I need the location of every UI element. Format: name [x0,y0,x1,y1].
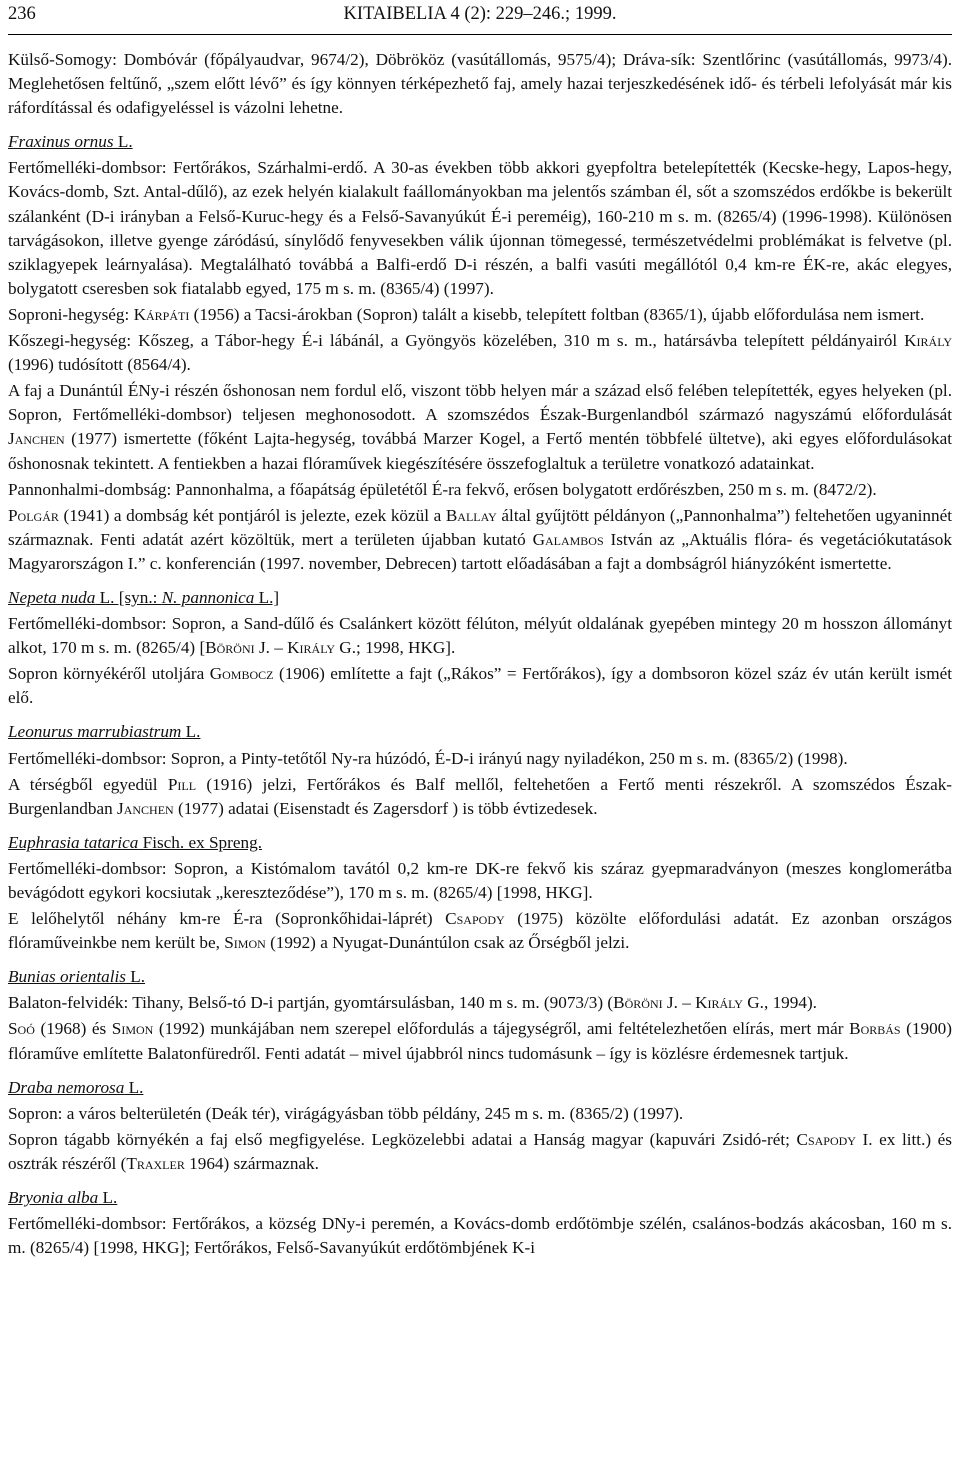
author-name: Ballay [445,505,497,525]
page [8,0,952,1262]
paragraph [8,329,952,377]
paragraph [8,303,952,327]
text-run: L. [syn.: [95,587,162,607]
text-run: (1900) flóraműve említette Balatonfüredről. Fenti adatát – mivel újabbról nincs tudomásunk – így is közlésre érdemesnek tartjuk. [8,1019,952,1063]
species-heading [8,720,952,744]
species-heading [8,965,952,989]
author-name: Borbás [849,1019,901,1039]
author-name: Janchen [117,798,174,818]
author-name: Janchen [8,429,65,449]
text-run: L. [125,967,146,987]
species-heading [8,831,952,855]
text-run: (1916) jelzi, Fertőrákos és Balf mellől, feltehetően a Fertő menti részekről. A szomszédos Észak-Burgenlandban [8,774,953,818]
paragraph [8,747,952,771]
article-body [8,35,952,1260]
text-run: (1956) a Tacsi-árokban (Sopron) talált a kisebb, telepített foltban (8365/1), újabb előfordulása nem ismert. [189,304,925,324]
text-run: Soproni-hegység: [8,304,134,324]
text-run: (1968) és [34,1019,112,1039]
text-run: Pannonhalmi-dombság: Pannonhalma, a főapátság épületétől É-ra fekvő, erősen bolygatott erdőrészben, 250 m s. m. (8472/2). [8,479,877,499]
paragraph [8,478,952,502]
paragraph [8,1212,952,1260]
text-run: J. – [254,638,288,658]
species-heading [8,586,952,610]
paragraph [8,379,952,475]
text-run: E lelőhelytől néhány km-re É-ra (Sopronkőhidai-láprét) [8,909,446,929]
text-run: Külső-Somogy: Dombóvár (főpályaudvar, 9674/2), Döbrököz (vasútállomás, 9575/4); Dráva-sík: Szentlőrinc (vasútállomás, 9973/4). Meglehetősen feltűnő, „szem előtt lévő” és így könnyen térképezhető faj, amely hazai terjeszkedésének idő- és térbeli lefolyását már kis ráfordítással és odafigyeléssel is vázolni lehetne. [8,50,952,118]
paragraph [8,612,952,660]
paragraph [8,662,952,710]
paragraph [8,991,952,1015]
author-name: Soó [8,1019,35,1039]
text-run: Fertőmelléki-dombsor: Fertőrákos, Szárhalmi-erdő. A 30-as években több akkori gyepfoltra betelepítették (Kecske-hegy, Lapos-hegy, Kovács-domb, Szt. Antal-dűlő), az ezek helyén kialakult faállományokban ma jelentős számban él, sőt a szomszédos erdőkbe is bekerült szálanként (D-i irányban a Felső-Kuruc-hegy és a Felső-Savanyúkút É-i pereméig), 160-210 m s. m. (8265/4) (1996-1998). Különösen tarvágásokon, illetve gyenge záródású, sínylődő fenyvesekben válik újonnan tömegessé, természetvédelmi problémákat is felvetve (pl. sziklagyepek leárnyalása). Megtalálható továbbá a Balfi-erdő D-i részén, a balfi vasúti megállótól 0,4 km-re ÉK-re, akác elegyes, bolygatott cseresben sok fiatalabb egyed, 175 m s. m. (8365/4) (1997). [8,158,952,298]
text-run: Sopron: a város belterületén (Deák tér), virágágyásban több példány, 245 m s. m. (8365/2) (1997). [8,1103,684,1123]
text-run: L. [113,132,133,152]
latin-name: Bunias orientalis [8,967,126,987]
latin-name: Leonurus marrubiastrum [8,722,182,742]
text-run: I. ex litt.) és osztrák részéről ( [8,1129,952,1173]
paragraph [8,504,952,576]
text-run: A faj a Dunántúl ÉNy-i részén őshonosan nem fordul elő, viszont több helyen már a század első felében telepítették, egyes helyeken (pl. Sopron, Fertőmelléki-dombsor) teljesen meghonosodott. A szomszédos Észak-Burgenlandból származó nagyszámú előfordulását [8,381,952,425]
journal-citation: KITAIBELIA 4 (2): 229–246.; 1999. [343,4,617,24]
species-heading [8,1186,952,1210]
paragraph [8,1128,952,1176]
paragraph [8,48,952,120]
text-run: Sopron tágabb környékén a faj első megfigyelése. Legközelebbi adatai a Hanság magyar (kapuvári Zsidó-rét; [8,1129,797,1149]
text-run: (1941) a dombság két pontjáról is jelezte, ezek közül a [58,505,446,525]
text-run: G., 1994). [742,993,817,1013]
text-run: Fertőmelléki-dombsor: Sopron, a Pinty-tetőtől Ny-ra húzódó, É-D-i irányú nagy nyiladékon, 250 m s. m. (8365/2) (1998). [8,748,848,768]
author-name: Csapody [445,909,505,929]
author-name: Gombocz [209,664,274,684]
text-run: Kőszegi-hegység: Kőszeg, a Tábor-hegy É-i lábánál, a Gyöngyös közelében, 310 m s. m., határsávba telepített példányairól [8,331,905,351]
text-run: J. – [662,993,696,1013]
latin-name: Bryonia alba [8,1188,99,1208]
text-run: Fisch. ex Spreng. [138,832,262,852]
text-run: István az „Aktuális flóra- és vegetációkutatások Magyarországon I.” c. konferencián (1997. november, Debrecen) tartott előadásában a fajt a dombságról hiányzóként ismertette. [8,529,952,573]
text-run: 1964) származnak. [184,1153,319,1173]
paragraph [8,773,952,821]
text-run: L. [181,722,201,742]
text-run: Balaton-felvidék: Tihany, Belső-tó D-i partján, gyomtársulásban, 140 m s. m. (9073/3) ( [8,993,614,1013]
species-heading [8,1076,952,1100]
running-header [8,0,952,35]
paragraph [8,1102,952,1126]
author-name: Pill [167,774,197,794]
species-heading [8,130,952,154]
text-run: L. [124,1077,144,1097]
text-run: (1992) a Nyugat-Dunántúlon csak az Őrségből jelzi. [265,933,630,953]
author-name: Simon [111,1019,154,1039]
latin-name: Draba nemorosa [8,1077,125,1097]
author-name: Böröni [205,638,255,658]
latin-name: Nepeta nuda [8,587,96,607]
paragraph [8,1017,952,1065]
text-run: Fertőmelléki-dombsor: Fertőrákos, a község DNy-i peremén, a Kovács-domb erdőtömbje szélén, csalános-bodzás akácosban, 160 m s. m. (8265/4) [1998, HKG]; Fertőrákos, Felső-Savanyúkút erdőtömbjének K-i [8,1214,952,1258]
latin-name: Euphrasia tatarica [8,832,139,852]
latin-name: N. pannonica [161,587,255,607]
text-run: (1977) ismertette (főként Lajta-hegység, továbbá Marzer Kogel, a Fertő mentén többfelé ültetve), aki egyes előfordulásokat őshonosnak tekintett. A fentiekben a hazai flóraművek kiegészítésére összefoglaltuk a területre vonatkozó adatainkat. [8,429,952,473]
text-run: G.; 1998, HKG]. [335,638,456,658]
author-name: Király [287,638,335,658]
text-run: L. [98,1188,118,1208]
author-name: Csapody [796,1129,856,1149]
text-run: (1992) munkájában nem szerepel előfordulás a tájegységről, ami feltételezhetően elírás, mert már [153,1019,850,1039]
author-name: Király [904,331,952,351]
text-run: (1977) adatai (Eisenstadt és Zagersdorf ) is több évtizedesek. [173,798,598,818]
text-run: A térségből egyedül [8,774,168,794]
text-run: Fertőmelléki-dombsor: Sopron, a Kistómalom tavától 0,2 km-re DK-re fekvő kis száraz gyepmaradványon (meszes konglomerátba bevágódott egykori kocsiutak „kereszteződése”), 170 m s. m. (8265/4) [1998, HKG]. [8,858,952,902]
author-name: Traxler [126,1153,185,1173]
paragraph [8,857,952,905]
author-name: Galambos [532,529,604,549]
paragraph [8,907,952,955]
author-name: Kárpáti [133,304,190,324]
text-run: által gyűjtött példányon („Pannonhalma”) feltehetően ugyaninnét származnak. Fenti adatát azért közöltük, mert a területen újabban kutató [8,505,952,549]
author-name: Simon [224,933,266,953]
text-run: (1975) közölte előfordulási adatát. Ez azonban országos flóraműveinkbe nem került be, [8,909,952,953]
latin-name: Fraxinus ornus [8,132,114,152]
text-run: (1996) tudósított (8564/4). [8,355,191,375]
text-run: Fertőmelléki-dombsor: Sopron, a Sand-dűlő és Csalánkert között félúton, mélyút oldalának gyepében mintegy 20 m hosszon állományt alkot, 170 m s. m. (8265/4) [ [8,614,952,658]
paragraph [8,156,952,301]
page-number: 236 [8,4,36,24]
text-run: (1906) említette a fajt („Rákos” = Fertőrákos), így a dombsoron közel száz év után került ismét elő. [8,664,952,708]
author-name: Polgár [8,505,59,525]
author-name: Király [695,993,743,1013]
text-run: Sopron környékéről utoljára [8,664,210,684]
text-run: L.] [254,587,280,607]
author-name: Böröni [613,993,663,1013]
